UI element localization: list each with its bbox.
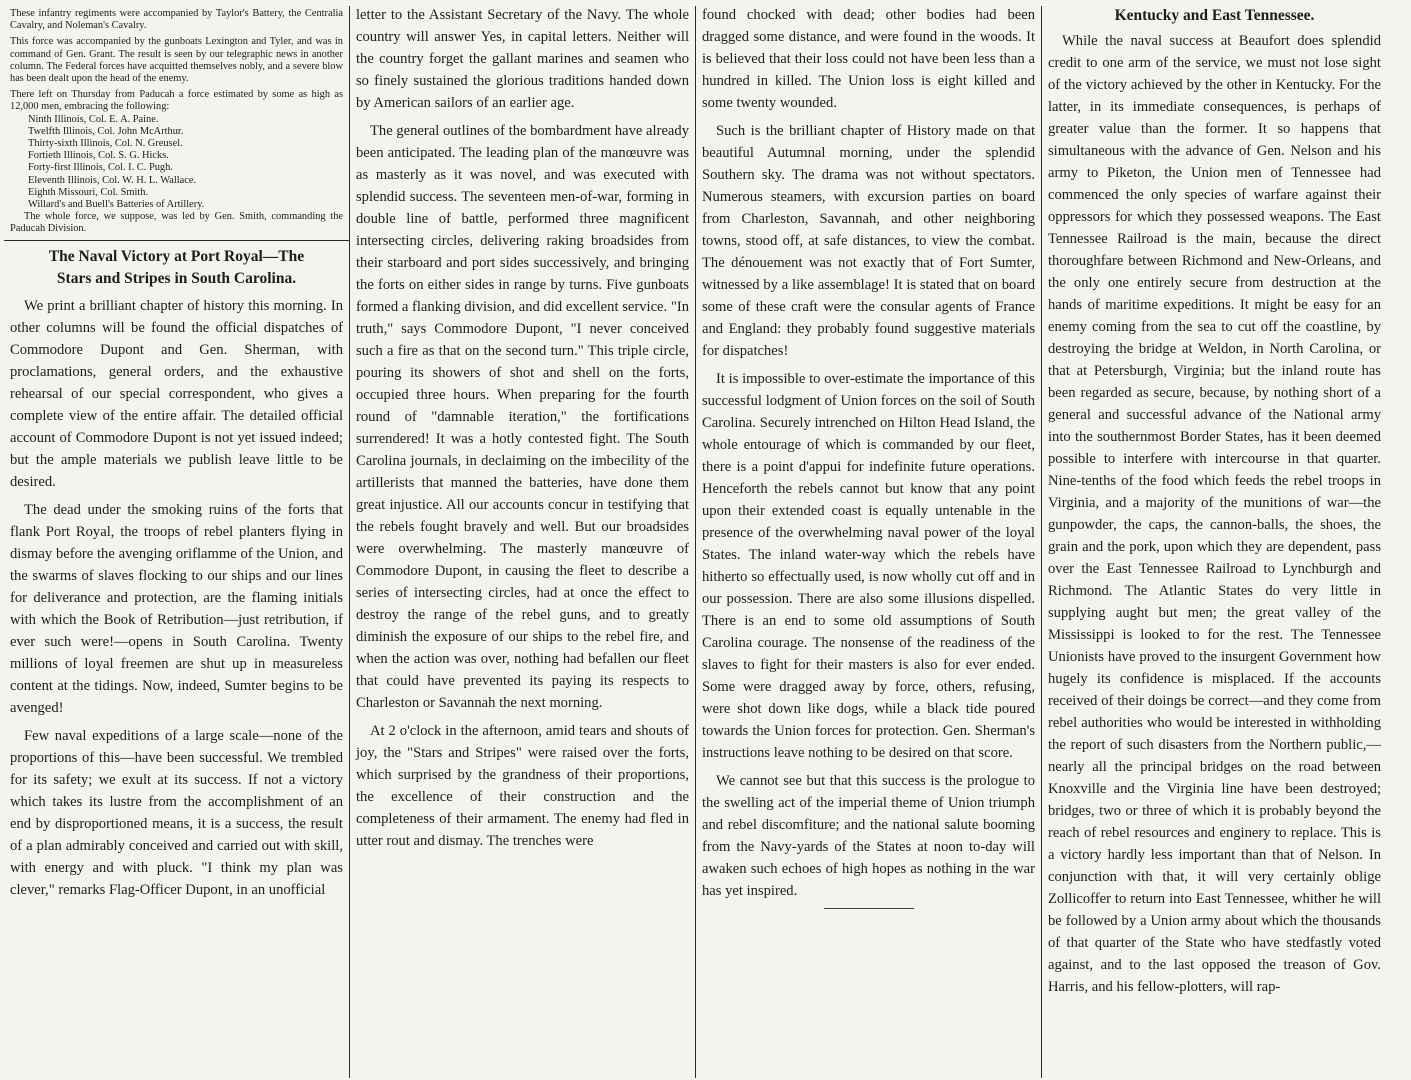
roster-item: Thirty-sixth Illinois, Col. N. Greusel. (28, 138, 183, 150)
article-paragraph: Few naval expeditions of a large scale—none of the proportions of this—have been successful. We trembled for its safety; we exult at its success. If not a victory which takes its lustre from the accomplishment of an end by disproportioned means, it is a success, the result of a plan admirably conceived and carried out with skill, with energy and with pluck. "I think my plan was clever," remarks Flag-Officer Dupont, in an unofficial (10, 727, 343, 898)
article-headline: Kentucky and East Tennessee. (1114, 7, 1315, 24)
column-1 (4, 4, 349, 1080)
column-4 (1042, 4, 1387, 1080)
article-paragraph: At 2 o'clock in the afternoon, amid tears and shouts of joy, the "Stars and Stripes" were raised over the forts, which surprised by the grandness of their proportions, the excellence of their construction and the completeness of their armament. The enemy had fled in utter rout and dismay. The trenches were (356, 723, 689, 849)
article-paragraph: While the naval success at Beaufort does splendid credit to one arm of the service, we must not lose sight of the victory achieved by the other in Kentucky. For the latter, in its immediate consequences, is perhaps of greater value than the former. It so happens that simultaneous with the advance of Gen. Nelson and his army to Piketon, the Union men of Tennessee had commenced the only species of warfare against their oppressors for which they possessed weapons. The East Tennessee Railroad is the main, because the direct thoroughfare between Richmond and New-Orleans, and the only one entirely secure from destruction at the hands of maritime expeditions. It might be easy for an enemy coming from the sea to cut off the coastline, by destroying the bridge at Weldon, in North Carolina, or that at Petersburgh, Virginia; but the inland route has been regarded as secure, because, by nothing short of a general and successful advance of the National army into the southernmost Border States, has it been deemed possible to interfere with intercourse in that quarter. Nine-tenths of the food which feeds the rebel troops in Virginia, and a majority of the munitions of war—the gunpowder, the caps, the cannon-balls, the shoes, the grain and the pork, upon which they are dependent, pass over the East Tennessee Railroad to Lynchburgh and Richmond. The Atlantic States do very little in supplying aught but men; the great valley of the Mississippi is looked to for the rest. The Tennessee Unionists have proved to the insurgent Government how hugely its confidence is misplaced. If the accounts received of their doings be correct—and they come from rebel authorities who would be interested in withholding the report of such disasters from the Northern public,—nearly all the principal bridges on the road between Knoxville and the Virginia line have been destroyed; bridges, two or three of which it is probably beyond the reach of rebel resources and enginery to replace. This is a victory hardly less important than that of Nelson. In conjunction with that, it will very certainly oblige Zollicoffer to return into East Tennessee, whither he will be followed by a Union army about which the thousands of that quarter of the State who have stedfastly voted against, and to the last opposed the treason of Gov. Harris, and his fellow-plotters, will rap- (1048, 33, 1381, 995)
roster-item: Forty-first Illinois, Col. I. C. Pugh. (28, 162, 173, 174)
article-end-rule (824, 908, 914, 909)
article-paragraph: Such is the brilliant chapter of History made on that beautiful Autumnal morning, under the splendid Southern sky. The drama was not without spectators. Numerous steamers, with excursion parties on board from Charleston, Savannah, and other neighboring towns, stood off, at safe distances, to view the combat. The dénouement was not exactly that of Fort Sumter, witnessed by a like assemblage! It is stated that on board some of these craft were the consular agents of France and England: they probably found suggestive materials for dispatches! (702, 123, 1035, 359)
roster-item: Twelfth Illinois, Col. John McArthur. (28, 125, 184, 137)
column-3 (696, 4, 1041, 1080)
column-2 (350, 4, 695, 1080)
article-paragraph: We cannot see but that this success is the prologue to the swelling act of the imperial theme of Union triumph and rebel discomfiture; and the national salute booming from the Navy-yards of the States at noon to-day will awaken such echoes of high hopes as nothing in the war has yet inspired. (702, 773, 1035, 899)
roster-item: Eighth Missouri, Col. Smith. (28, 186, 149, 198)
section-divider (4, 240, 349, 241)
article-paragraph: We print a brilliant chapter of history this morning. In other columns will be found the official dispatches of Commodore Dupont and Gen. Sherman, with proclamations, general orders, and the exhaustive rehearsal of our special correspondent, who gives a complete view of the entire affair. The detailed official account of Commodore Dupont is not yet issued indeed; but the ample materials we publish leave little to be desired. (10, 297, 343, 490)
regiment-roster (10, 114, 343, 212)
brief-note-4: The whole force, we suppose, was led by Gen. Smith, commanding the Paducah Division. (10, 211, 343, 235)
roster-item: Ninth Illinois, Col. E. A. Paine. (28, 113, 159, 125)
brief-note-1: These infantry regiments were accompanied by Taylor's Battery, the Centralia Cavalry, and Noleman's Cavalry. (10, 8, 343, 32)
article-headline-line-1: The Naval Victory at Port Royal—The (48, 247, 305, 265)
article-paragraph: The general outlines of the bombardment have already been anticipated. The leading plan of the manœuvre was as masterly as it was novel, and was executed with splendid success. The seventeen men-of-war, forming in double line of battle, performed three magnificent intersecting circles, delivering raking broadsides from their starboard and port sides successively, and bringing the forts on either sides in range by turns. Five gunboats formed a flanking division, and did excellent service. "In truth," says Commodore Dupont, "I never conceived such a fire as that on the second turn." This triple circle, pouring its showers of shot and shell on the forts, occupied three hours. When preparing for the fourth round of "damnable iteration," the fortifications surrendered! It was a hotly contested fight. The South Carolina journals, in declaiming on the imbecility of the artillerists that manned the batteries, have done them great injustice. All our accounts concur in testifying that the rebels fought bravely and well. But our broadsides were overwhelming. The masterly manœuvre of Commodore Dupont, in causing the fleet to describe a series of intersecting circles, had at once the effect to destroy the range of the rebel guns, and to greatly diminish the exposure of our ships to the rebel fire, and when the action was over, nothing had befallen our fleet that could have prevented its paying its respects to Charleston or Savannah the next morning. (356, 123, 689, 711)
roster-item: Eleventh Illinois, Col. W. H. L. Wallace. (28, 174, 197, 186)
roster-item: Fortieth Illinois, Col. S. G. Hicks. (28, 150, 169, 162)
article-paragraph: The dead under the smoking ruins of the forts that flank Port Royal, the troops of rebel planters flying in dismay before the avenging oriflamme of the Union, and the swarms of slaves flocking to our ships and our lines for deliverance and protection, are the flaming initials with which the Book of Retribution—just retribution, if ever such were!—opens in South Carolina. Twenty millions of loyal freemen are shut up in measureless content at the tidings. Now, indeed, Sumter begins to be avenged! (10, 501, 343, 716)
article-headline-line-2: Stars and Stripes in South Carolina. (56, 269, 297, 287)
brief-note-3: There left on Thursday from Paducah a force estimated by some as high as 12,000 men, embracing the following: (10, 89, 343, 113)
brief-note-2: This force was accompanied by the gunboats Lexington and Tyler, and was in command of Gen. Grant. The result is seen by our telegraphic news in another column. The Federal forces have acquitted themselves nobly, and a severe blow has been dealt upon the head of the enemy. (10, 36, 343, 85)
roster-item: Willard's and Buell's Batteries of Artillery. (28, 199, 205, 211)
article-paragraph: letter to the Assistant Secretary of the Navy. The whole country will answer Yes, in capital letters. Neither will the country forget the gallant marines and seamen who so finely sustained the glorious traditions handed down by American sailors of an earlier age. (356, 7, 689, 111)
article-paragraph: It is impossible to over-estimate the importance of this successful lodgment of Union forces on the soil of South Carolina. Securely intrenched on Hilton Head Island, the whole entourage of which is commanded by our fleet, there is a point d'appui for indefinite future operations. Henceforth the rebels cannot but know that any point upon their extended coast is equally untenable in the presence of the overwhelming naval power of the loyal States. The inland water-way which the rebels have hitherto so effectually used, is now wholly cut off and in our possession. There are also some illusions dispelled. There is an end to some old assumptions of South Carolina courage. The nonsense of the readiness of the slaves to fight for their masters is also for ever ended. Some were dragged away by force, others, refusing, were shot down like dogs, while a black tide poured towards the Union forces for protection. Gen. Sherman's instructions leave nothing to be desired on that score. (702, 371, 1035, 761)
article-paragraph: found chocked with dead; other bodies had been dragged some distance, and were found in the woods. It is believed that their loss could not have been less than a hundred in killed. The Union loss is eight killed and some twenty wounded. (702, 7, 1035, 111)
